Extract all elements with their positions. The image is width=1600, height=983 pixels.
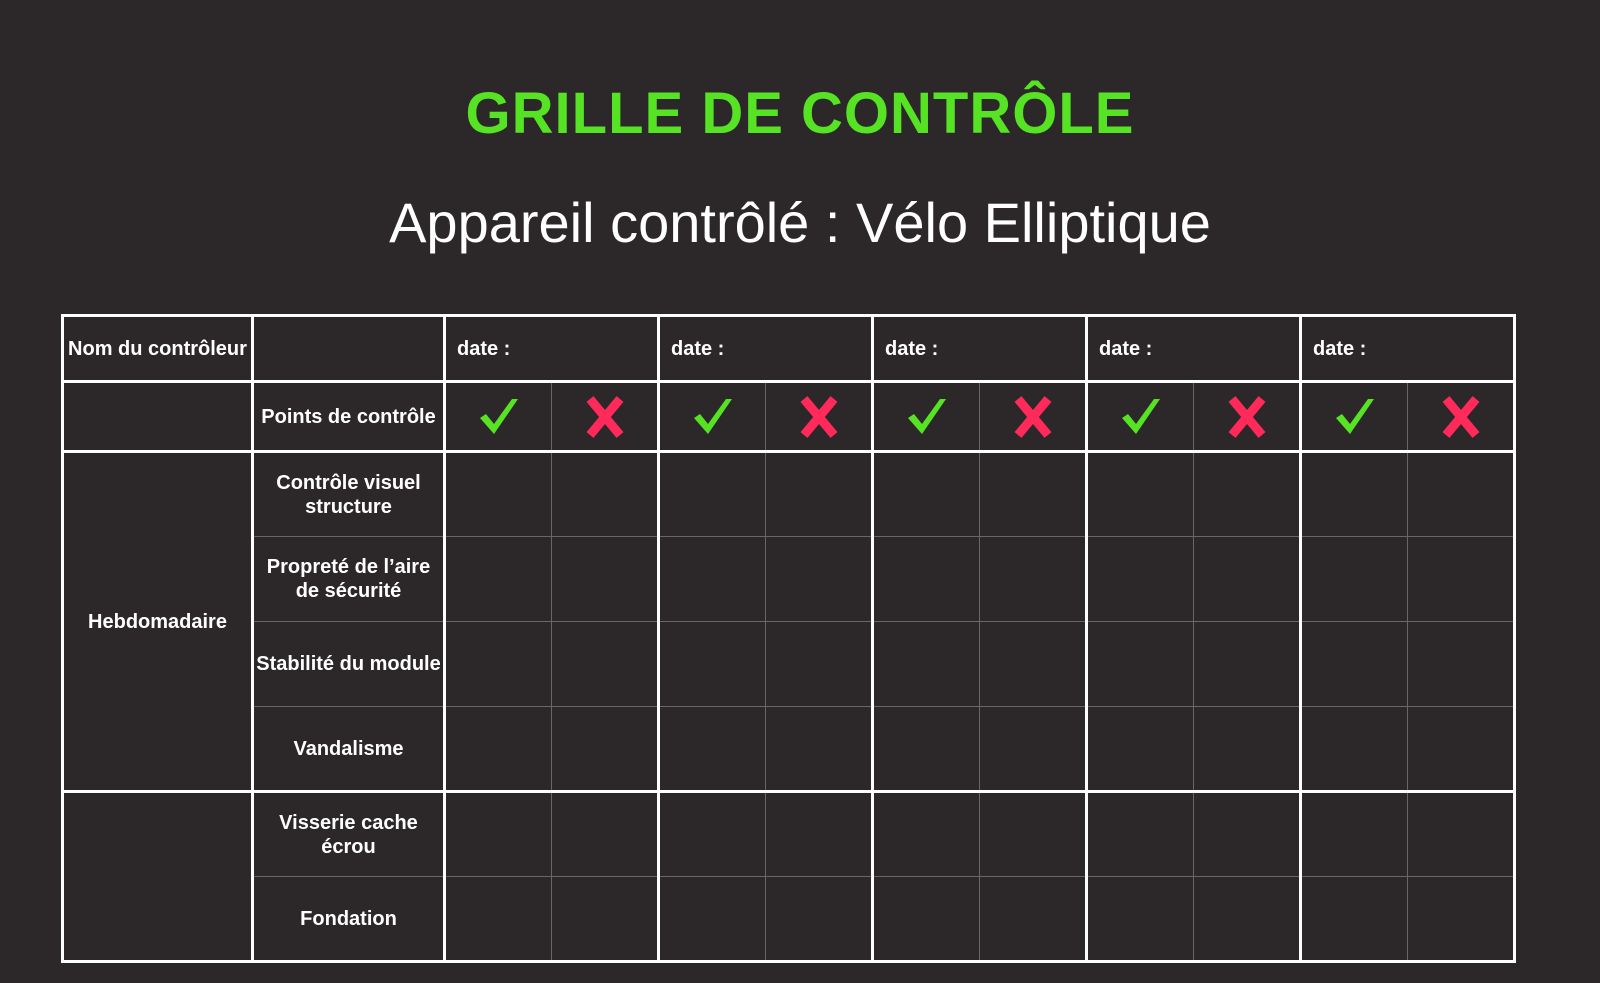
controller-name-header: Nom du contrôleur	[63, 316, 253, 382]
ok-column-header	[873, 382, 980, 452]
ok-cell[interactable]	[445, 537, 552, 622]
nok-cell[interactable]	[1194, 452, 1301, 537]
check-point-label: Fondation	[253, 877, 445, 962]
date-header-4[interactable]: date :	[1087, 316, 1301, 382]
ok-cell[interactable]	[659, 707, 766, 792]
check-point-label: Visserie cache écrou	[253, 792, 445, 877]
nok-cell[interactable]	[552, 452, 659, 537]
ok-cell[interactable]	[1087, 792, 1194, 877]
check-point-label: Propreté de l’aire de sécurité	[253, 537, 445, 622]
cross-icon	[582, 394, 628, 440]
ok-cell[interactable]	[659, 622, 766, 707]
nok-cell[interactable]	[766, 537, 873, 622]
nok-column-header	[1194, 382, 1301, 452]
points-label: Points de contrôle	[253, 382, 445, 452]
controller-name-input[interactable]	[63, 382, 253, 452]
ok-cell[interactable]	[1087, 537, 1194, 622]
nok-cell[interactable]	[1408, 792, 1515, 877]
frequency-label	[63, 792, 253, 962]
check-icon	[1118, 394, 1164, 440]
ok-column-header	[1087, 382, 1194, 452]
check-icon	[1332, 394, 1378, 440]
nok-cell[interactable]	[1408, 877, 1515, 962]
nok-column-header	[1408, 382, 1515, 452]
nok-cell[interactable]	[766, 792, 873, 877]
ok-cell[interactable]	[659, 452, 766, 537]
ok-cell[interactable]	[1087, 452, 1194, 537]
date-header-2[interactable]: date :	[659, 316, 873, 382]
cross-icon	[1224, 394, 1270, 440]
ok-cell[interactable]	[1087, 622, 1194, 707]
nok-cell[interactable]	[1194, 792, 1301, 877]
ok-cell[interactable]	[445, 452, 552, 537]
check-point-label: Vandalisme	[253, 707, 445, 792]
nok-column-header	[980, 382, 1087, 452]
nok-column-header	[552, 382, 659, 452]
ok-cell[interactable]	[445, 792, 552, 877]
ok-cell[interactable]	[1087, 877, 1194, 962]
ok-cell[interactable]	[659, 537, 766, 622]
ok-column-header	[659, 382, 766, 452]
cross-icon	[796, 394, 842, 440]
ok-cell[interactable]	[873, 452, 980, 537]
nok-cell[interactable]	[980, 877, 1087, 962]
ok-cell[interactable]	[873, 537, 980, 622]
ok-cell[interactable]	[659, 792, 766, 877]
date-header-3[interactable]: date :	[873, 316, 1087, 382]
nok-cell[interactable]	[1194, 707, 1301, 792]
nok-cell[interactable]	[980, 537, 1087, 622]
nok-cell[interactable]	[980, 707, 1087, 792]
ok-column-header	[445, 382, 552, 452]
nok-cell[interactable]	[980, 622, 1087, 707]
ok-cell[interactable]	[445, 707, 552, 792]
ok-cell[interactable]	[1301, 707, 1408, 792]
check-icon	[476, 394, 522, 440]
ok-cell[interactable]	[873, 877, 980, 962]
frequency-label: Hebdomadaire	[63, 452, 253, 792]
ok-cell[interactable]	[1301, 877, 1408, 962]
ok-cell[interactable]	[659, 877, 766, 962]
nok-cell[interactable]	[552, 707, 659, 792]
nok-cell[interactable]	[552, 537, 659, 622]
ok-cell[interactable]	[445, 622, 552, 707]
nok-cell[interactable]	[980, 452, 1087, 537]
nok-cell[interactable]	[980, 792, 1087, 877]
nok-cell[interactable]	[1194, 877, 1301, 962]
nok-cell[interactable]	[552, 792, 659, 877]
page-subtitle: Appareil contrôlé : Vélo Elliptique	[389, 191, 1211, 254]
page-title: GRILLE DE CONTRÔLE	[465, 81, 1135, 146]
nok-cell[interactable]	[1408, 622, 1515, 707]
nok-cell[interactable]	[1408, 707, 1515, 792]
nok-cell[interactable]	[1194, 537, 1301, 622]
ok-cell[interactable]	[873, 622, 980, 707]
cross-icon	[1010, 394, 1056, 440]
nok-column-header	[766, 382, 873, 452]
ok-cell[interactable]	[873, 792, 980, 877]
nok-cell[interactable]	[1408, 452, 1515, 537]
ok-cell[interactable]	[1301, 792, 1408, 877]
date-header-5[interactable]: date :	[1301, 316, 1515, 382]
cross-icon	[1438, 394, 1484, 440]
nok-cell[interactable]	[552, 622, 659, 707]
check-icon	[904, 394, 950, 440]
nok-cell[interactable]	[552, 877, 659, 962]
ok-cell[interactable]	[1301, 452, 1408, 537]
ok-cell[interactable]	[1087, 707, 1194, 792]
nok-cell[interactable]	[766, 452, 873, 537]
ok-cell[interactable]	[1301, 537, 1408, 622]
nok-cell[interactable]	[766, 707, 873, 792]
nok-cell[interactable]	[766, 877, 873, 962]
nok-cell[interactable]	[766, 622, 873, 707]
nok-cell[interactable]	[1194, 622, 1301, 707]
control-grid	[61, 314, 1516, 963]
ok-cell[interactable]	[873, 707, 980, 792]
header-blank-cell	[253, 316, 445, 382]
nok-cell[interactable]	[1408, 537, 1515, 622]
ok-column-header	[1301, 382, 1408, 452]
ok-cell[interactable]	[1301, 622, 1408, 707]
date-header-1[interactable]: date :	[445, 316, 659, 382]
check-point-label: Stabilité du module	[253, 622, 445, 707]
check-icon	[690, 394, 736, 440]
ok-cell[interactable]	[445, 877, 552, 962]
check-point-label: Contrôle visuel structure	[253, 452, 445, 537]
